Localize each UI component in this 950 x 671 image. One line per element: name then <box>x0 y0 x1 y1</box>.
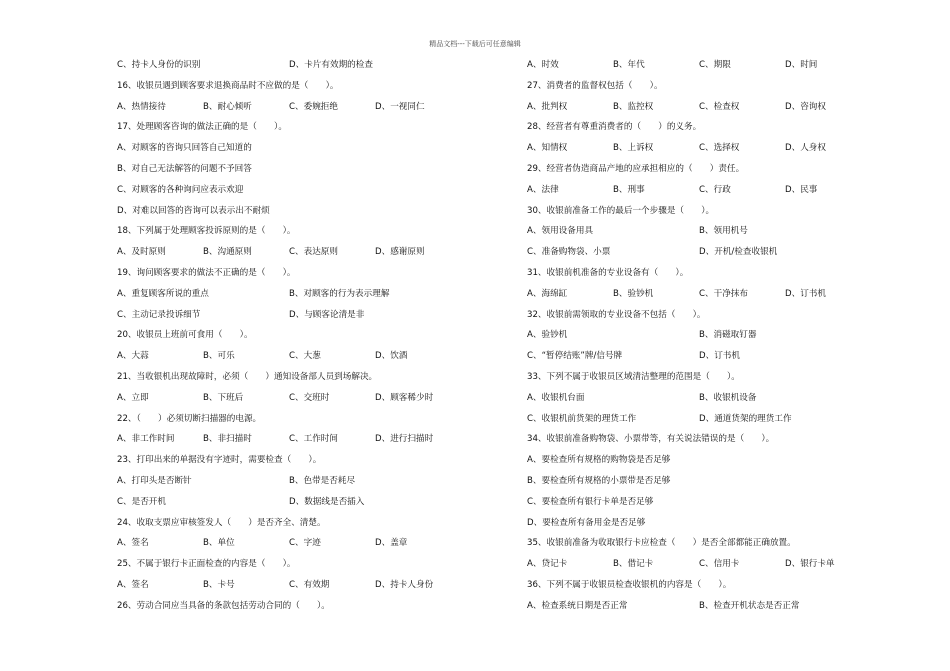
answer-option: D、感谢原则 <box>375 247 425 258</box>
answer-option: D、饮酒 <box>375 351 408 362</box>
question-text: 31、收银前机准备的专业设备有（ ）。 <box>527 267 689 278</box>
answer-option: A、非工作时间 <box>117 434 175 445</box>
option-row <box>527 388 887 409</box>
answer-option: C、交班时 <box>289 392 330 403</box>
answer-option: B、借记卡 <box>613 559 654 570</box>
answer-option: D、盖章 <box>375 538 408 549</box>
option-row <box>117 180 477 201</box>
question-text: 23、打印出来的单据没有字迹时，需要检查（ ）。 <box>117 455 322 466</box>
answer-option: B、要检查所有规格的小票带是否足够 <box>527 475 671 486</box>
option-row <box>117 55 477 76</box>
answer-option: A、检查系统日期是否正常 <box>527 600 628 611</box>
option-row <box>117 159 477 180</box>
answer-option: D、人身权 <box>785 143 826 154</box>
page-header: 精品文档---下载后可任意编辑 <box>429 40 521 48</box>
answer-option: A、法律 <box>527 184 559 195</box>
answer-option: A、收银机台面 <box>527 392 585 403</box>
option-row <box>117 305 477 326</box>
answer-option: B、色带是否耗尽 <box>289 475 356 486</box>
answer-option: B、对顾客的行为表示理解 <box>289 288 390 299</box>
left-column <box>117 55 477 617</box>
question-text: 19、询问顾客要求的做法不正确的是（ ）。 <box>117 267 296 278</box>
answer-option: B、对自己无法解答的问题不予回答 <box>117 163 252 174</box>
question-text: 36、下列不属于收银员检查收银机的内容是（ ）。 <box>527 579 732 590</box>
answer-option: D、与顾客论清是非 <box>289 309 365 320</box>
question-text: 33、下列不属于收银员区域清洁整理的范围是（ ）。 <box>527 371 740 382</box>
answer-option: C、收银机前货架的理货工作 <box>527 413 637 424</box>
answer-option: D、进行扫描时 <box>375 434 434 445</box>
answer-option: B、沟通原则 <box>203 247 252 258</box>
answer-option: C、检查权 <box>699 101 740 112</box>
answer-option: C、对顾客的各种询问应表示欢迎 <box>117 184 244 195</box>
option-row <box>117 471 477 492</box>
answer-option: D、民事 <box>785 184 818 195</box>
question-text: 21、当收银机出现故障时，必须（ ）通知设备部人员到场解决。 <box>117 371 378 382</box>
answer-option: C、“暂停结账”牌/信号牌 <box>527 351 623 362</box>
option-row <box>117 429 477 450</box>
answer-option: A、批判权 <box>527 101 568 112</box>
answer-option: A、重复顾客所说的重点 <box>117 288 209 299</box>
option-row <box>527 492 887 513</box>
option-row <box>117 242 477 263</box>
option-row <box>527 138 887 159</box>
answer-option: C、持卡人身份的识别 <box>117 60 201 70</box>
right-column <box>527 55 887 617</box>
answer-option: B、非扫描时 <box>203 434 252 445</box>
answer-option: B、检查开机状态是否正常 <box>699 600 800 611</box>
answer-option: D、开机/检查收银机 <box>699 247 778 258</box>
answer-option: C、行政 <box>699 184 731 195</box>
option-row <box>527 180 887 201</box>
answer-option: B、上诉权 <box>613 143 654 154</box>
answer-option: C、字迹 <box>289 538 321 549</box>
question-text: 27、消费者的监督权包括（ ）。 <box>527 80 663 91</box>
answer-option: C、期限 <box>699 60 731 70</box>
question-text: 28、经营者有尊重消费者的（ ）的义务。 <box>527 122 702 133</box>
answer-option: A、签名 <box>117 538 149 549</box>
question-text: 17、处理顾客咨询的做法正确的是（ ）。 <box>117 122 287 133</box>
answer-option: A、知情权 <box>527 143 568 154</box>
answer-option: D、咨询权 <box>785 101 826 112</box>
answer-option: A、签名 <box>117 579 149 590</box>
answer-option: C、要检查所有银行卡单是否足够 <box>527 496 654 507</box>
answer-option: A、要检查所有规格的购物袋是否足够 <box>527 455 671 466</box>
answer-option: B、可乐 <box>203 351 235 362</box>
answer-option: B、领用机号 <box>699 226 748 237</box>
option-row <box>527 242 887 263</box>
option-row <box>527 409 887 430</box>
answer-option: A、对顾客的咨询只回答自己知道的 <box>117 143 252 154</box>
question-text: 16、收银员遇到顾客要求退换商品时不应做的是（ ）。 <box>117 80 339 91</box>
question-text: 26、劳动合同应当具备的条款包括劳动合同的（ ）。 <box>117 600 330 611</box>
answer-option: C、大葱 <box>289 351 321 362</box>
answer-option: B、监控权 <box>613 101 654 112</box>
answer-option: C、表达原则 <box>289 247 338 258</box>
option-row <box>117 492 477 513</box>
question-text: 30、收银前准备工作的最后一个步骤是（ ）。 <box>527 205 715 216</box>
option-row <box>117 97 477 118</box>
option-row <box>527 97 887 118</box>
option-row <box>527 596 887 617</box>
option-row <box>527 284 887 305</box>
option-row <box>117 575 477 596</box>
answer-option: D、顾客稀少时 <box>375 392 434 403</box>
answer-option: D、卡片有效期的检查 <box>289 60 373 70</box>
answer-option: D、对难以回答的咨询可以表示出不耐烦 <box>117 205 270 216</box>
answer-option: B、年代 <box>613 60 645 70</box>
question-text: 32、收银前需领取的专业设备不包括（ ）。 <box>527 309 706 320</box>
answer-option: A、立即 <box>117 392 149 403</box>
answer-option: D、时间 <box>785 60 818 70</box>
answer-option: C、有效期 <box>289 579 330 590</box>
question-text: 25、不属于银行卡正面检查的内容是（ ）。 <box>117 559 296 570</box>
answer-option: D、银行卡单 <box>785 559 835 570</box>
answer-option: A、验钞机 <box>527 330 568 341</box>
answer-option: B、卡号 <box>203 579 235 590</box>
answer-option: B、消磁取钉器 <box>699 330 757 341</box>
answer-option: C、工作时间 <box>289 434 338 445</box>
question-text: 22、（ ）必须切断扫描器的电源。 <box>117 413 262 424</box>
answer-option: C、准备购物袋、小票 <box>527 247 611 258</box>
option-row <box>527 221 887 242</box>
answer-option: A、领用设备用具 <box>527 226 594 237</box>
option-row <box>527 513 887 534</box>
option-row <box>117 388 477 409</box>
answer-option: D、持卡人身份 <box>375 579 434 590</box>
answer-option: C、干净抹布 <box>699 288 748 299</box>
answer-option: D、订书机 <box>699 351 740 362</box>
answer-option: C、选择权 <box>699 143 740 154</box>
option-row <box>527 346 887 367</box>
question-text: 29、经营者伪造商品产地的应承担相应的（ ）责任。 <box>527 163 745 174</box>
answer-option: A、及时原则 <box>117 247 166 258</box>
answer-option: C、委婉拒绝 <box>289 101 338 112</box>
option-row <box>527 55 887 76</box>
answer-option: C、主动记录投诉细节 <box>117 309 201 320</box>
option-row <box>527 325 887 346</box>
question-text: 20、收银员上班前可食用（ ）。 <box>117 330 253 341</box>
answer-option: C、是否开机 <box>117 496 166 507</box>
answer-option: A、热情接待 <box>117 101 166 112</box>
answer-option: A、大蒜 <box>117 351 149 362</box>
answer-option: D、数据线是否插入 <box>289 496 365 507</box>
answer-option: B、收银机设备 <box>699 392 757 403</box>
question-text: 34、收银前准备购物袋、小票带等，有关说法错误的是（ ）。 <box>527 434 775 445</box>
option-row <box>527 554 887 575</box>
option-row <box>117 201 477 222</box>
option-row <box>117 138 477 159</box>
answer-option: D、要检查所有备用金是否足够 <box>527 517 646 528</box>
answer-option: A、时效 <box>527 60 559 70</box>
question-text: 35、收银前准备为收取银行卡应检查（ ）是否全部都能正确放置。 <box>527 538 796 549</box>
answer-option: B、验钞机 <box>613 288 654 299</box>
option-row <box>117 533 477 554</box>
option-row <box>117 284 477 305</box>
answer-option: B、耐心倾听 <box>203 101 252 112</box>
answer-option: B、刑事 <box>613 184 645 195</box>
answer-option: B、单位 <box>203 538 235 549</box>
option-row <box>527 471 887 492</box>
answer-option: A、贷记卡 <box>527 559 568 570</box>
option-row <box>527 450 887 471</box>
answer-option: A、海绵缸 <box>527 288 568 299</box>
answer-option: B、下班后 <box>203 392 244 403</box>
answer-option: D、一视同仁 <box>375 101 425 112</box>
question-text: 24、收取支票应审核签发人（ ）是否齐全、清楚。 <box>117 517 326 528</box>
question-text: 18、下列属于处理顾客投诉原则的是（ ）。 <box>117 226 296 237</box>
answer-option: A、打印头是否断针 <box>117 475 192 486</box>
answer-option: D、订书机 <box>785 288 826 299</box>
answer-option: C、信用卡 <box>699 559 740 570</box>
answer-option: D、通道货架的理货工作 <box>699 413 792 424</box>
option-row <box>117 346 477 367</box>
